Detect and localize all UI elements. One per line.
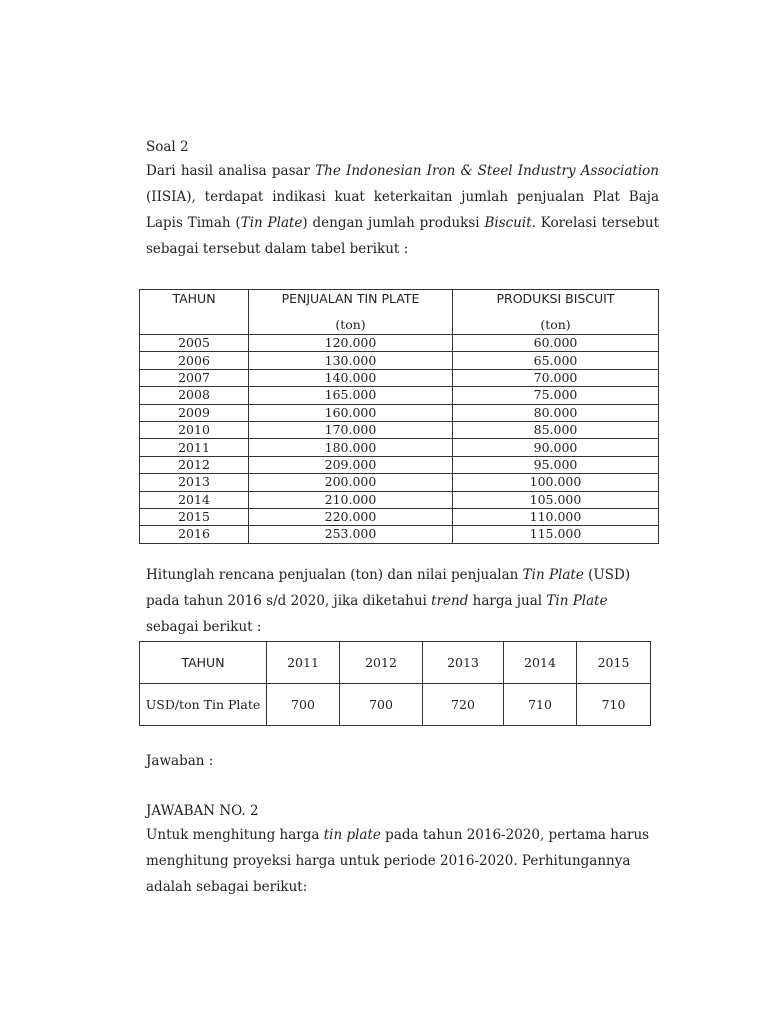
tin-plate-term: Tin Plate bbox=[546, 593, 608, 609]
price-cell: 710 bbox=[577, 684, 651, 726]
biscuit-production-cell: 80.000 bbox=[453, 404, 659, 421]
price-trend-table bbox=[139, 641, 651, 726]
biscuit-term: Biscuit bbox=[484, 215, 532, 231]
table-row bbox=[140, 369, 659, 386]
table-row bbox=[140, 352, 659, 369]
header-biscuit-production: PRODUKSI BISCUIT (ton) bbox=[453, 290, 659, 335]
biscuit-production-cell: 110.000 bbox=[453, 508, 659, 525]
biscuit-production-cell: 85.000 bbox=[453, 421, 659, 438]
tin-plate-term: tin plate bbox=[323, 827, 381, 843]
table-row-years bbox=[140, 642, 651, 684]
year-cell: 2011 bbox=[267, 642, 340, 684]
biscuit-production-cell: 65.000 bbox=[453, 352, 659, 369]
intro-text: Dari hasil analisa pasar bbox=[146, 163, 316, 179]
sales-production-table bbox=[139, 289, 659, 544]
tin-plate-sales-cell: 180.000 bbox=[249, 439, 453, 456]
answer-heading: JAWABAN NO. 2 bbox=[146, 803, 259, 819]
tin-plate-sales-cell: 220.000 bbox=[249, 508, 453, 525]
price-cell: 700 bbox=[340, 684, 423, 726]
year-cell: 2012 bbox=[140, 456, 249, 473]
year-cell: 2014 bbox=[140, 491, 249, 508]
table-header-row bbox=[140, 290, 659, 335]
row-label-price: USD/ton Tin Plate bbox=[140, 684, 267, 726]
tin-plate-sales-cell: 130.000 bbox=[249, 352, 453, 369]
table-row bbox=[140, 387, 659, 404]
intro-text: (IISIA), terdapat indikasi kuat keterkaitan jumlah penjualan Plat Baja Lapis Timah ( bbox=[146, 189, 659, 231]
year-cell: 2015 bbox=[577, 642, 651, 684]
row-label-year: TAHUN bbox=[140, 642, 267, 684]
tin-plate-sales-cell: 253.000 bbox=[249, 526, 453, 543]
biscuit-production-cell: 95.000 bbox=[453, 456, 659, 473]
table-row bbox=[140, 474, 659, 491]
table-row-prices bbox=[140, 684, 651, 726]
tin-plate-term: Tin Plate bbox=[240, 215, 303, 231]
intro-text: ) dengan jumlah produksi bbox=[302, 215, 485, 231]
tin-plate-sales-cell: 209.000 bbox=[249, 456, 453, 473]
table-row bbox=[140, 491, 659, 508]
year-cell: 2012 bbox=[340, 642, 423, 684]
intro-text: . Korelasi tersebut sebagai tersebut dalam tabel berikut : bbox=[146, 215, 660, 257]
biscuit-production-cell: 115.000 bbox=[453, 526, 659, 543]
year-cell: 2010 bbox=[140, 421, 249, 438]
biscuit-production-cell: 105.000 bbox=[453, 491, 659, 508]
trend-term: trend bbox=[431, 593, 469, 609]
answer-label: Jawaban : bbox=[146, 753, 214, 769]
table-row bbox=[140, 335, 659, 352]
header-year: TAHUN bbox=[140, 290, 249, 335]
biscuit-production-cell: 75.000 bbox=[453, 387, 659, 404]
question-paragraph: Hitunglah rencana penjualan (ton) dan nilai penjualan Tin Plate (USD) pada tahun 2016 s/d 2020, jika diketahui trend harga jual Tin Plate sebagai berikut : bbox=[146, 567, 631, 635]
tin-plate-sales-cell: 200.000 bbox=[249, 474, 453, 491]
year-cell: 2013 bbox=[140, 474, 249, 491]
tin-plate-sales-cell: 210.000 bbox=[249, 491, 453, 508]
price-cell: 720 bbox=[423, 684, 504, 726]
organization-name: The Indonesian Iron & Steel Industry Association bbox=[315, 163, 659, 179]
year-cell: 2006 bbox=[140, 352, 249, 369]
tin-plate-term: Tin Plate bbox=[522, 567, 584, 583]
year-cell: 2015 bbox=[140, 508, 249, 525]
tin-plate-sales-cell: 140.000 bbox=[249, 369, 453, 386]
tin-plate-sales-cell: 170.000 bbox=[249, 421, 453, 438]
header-tin-plate-sales: PENJUALAN TIN PLATE (ton) bbox=[249, 290, 453, 335]
table-row bbox=[140, 526, 659, 543]
year-cell: 2008 bbox=[140, 387, 249, 404]
table-row bbox=[140, 421, 659, 438]
year-cell: 2007 bbox=[140, 369, 249, 386]
table-row bbox=[140, 439, 659, 456]
biscuit-production-cell: 70.000 bbox=[453, 369, 659, 386]
table-row bbox=[140, 508, 659, 525]
biscuit-production-cell: 60.000 bbox=[453, 335, 659, 352]
biscuit-production-cell: 90.000 bbox=[453, 439, 659, 456]
year-cell: 2016 bbox=[140, 526, 249, 543]
table-row bbox=[140, 456, 659, 473]
price-cell: 710 bbox=[504, 684, 577, 726]
answer-paragraph: Untuk menghitung harga tin plate pada tahun 2016-2020, pertama harus menghitung proyeksi harga untuk periode 2016-2020. Perhitungannya adalah sebagai berikut: bbox=[146, 827, 650, 895]
tin-plate-sales-cell: 120.000 bbox=[249, 335, 453, 352]
intro-paragraph bbox=[146, 158, 659, 262]
year-cell: 2013 bbox=[423, 642, 504, 684]
table-row bbox=[140, 404, 659, 421]
biscuit-production-cell: 100.000 bbox=[453, 474, 659, 491]
tin-plate-sales-cell: 160.000 bbox=[249, 404, 453, 421]
year-cell: 2009 bbox=[140, 404, 249, 421]
tin-plate-sales-cell: 165.000 bbox=[249, 387, 453, 404]
question-title: Soal 2 bbox=[146, 139, 189, 155]
year-cell: 2014 bbox=[504, 642, 577, 684]
price-cell: 700 bbox=[267, 684, 340, 726]
year-cell: 2011 bbox=[140, 439, 249, 456]
year-cell: 2005 bbox=[140, 335, 249, 352]
